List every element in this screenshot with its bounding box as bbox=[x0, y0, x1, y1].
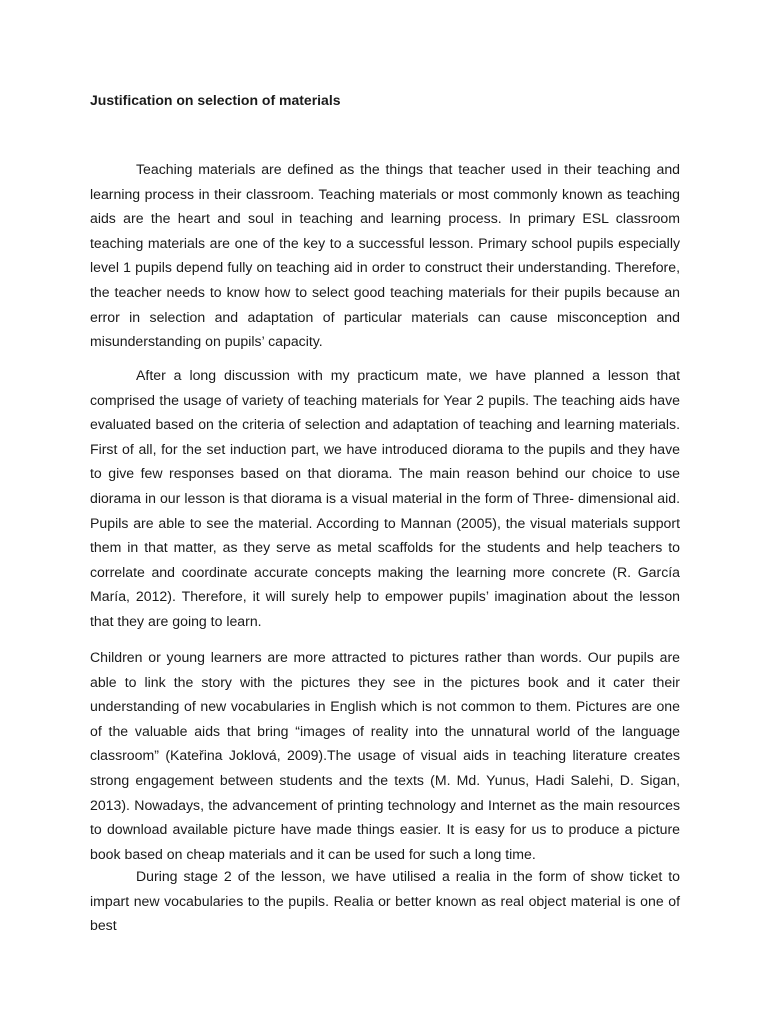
paragraph-realia: During stage 2 of the lesson, we have utilised a realia in the form of show ticket to impart new vocabularies to the pupils. Realia or better known as real object material is one of best bbox=[90, 868, 680, 934]
paragraph-lesson-planning: After a long discussion with my practicum mate, we have planned a lesson that comprised the usage of variety of teaching materials for Year 2 pupils. The teaching aids have evaluated based on the criteria of selection and adaptation of teaching and learning materials. First of all, for the set induction part, we have introduced diorama to the pupils and they have to give few responses based on that diorama. The main reason behind our choice to use diorama in our lesson is that diorama is a visual material in the form of Three- dimensional aid. Pupils are able to see the material. According to Mannan (2005), the visual materials support them in that matter, as they serve as metal scaffolds for the students and help teachers to correlate and coordinate accurate concepts making the learning more concrete (R. García María, 2012). Therefore, it will surely help to empower pupils’ imagination about the lesson that they are going to learn. bbox=[90, 367, 680, 629]
paragraph-pictures: Children or young learners are more attracted to pictures rather than words. Our pupils are able to link the story with the pictures they see in the pictures book and it cater their understanding of new vocabularies in English which is not common to them. Pictures are one of the valuable aids that bring “images of reality into the unnatural world of the language classroom” (Kateřina Joklová, 2009).The usage of visual aids in teaching literature creates strong engagement between students and the texts (M. Md. Yunus, Hadi Salehi, D. Sigan, 2013). Nowadays, the advancement of printing technology and Internet as the main resources to download available picture have made things easier. It is easy for us to produce a picture book based on cheap materials and it can be used for such a long time. bbox=[90, 649, 680, 862]
paragraph-teaching-materials: Teaching materials are defined as the things that teacher used in their teaching and learning process in their classroom. Teaching materials or most commonly known as teaching aids are the heart and soul in teaching and learning process. In primary ESL classroom teaching materials are one of the key to a successful lesson. Primary school pupils especially level 1 pupils depend fully on teaching aid in order to construct their understanding. Therefore, the teacher needs to know how to select good teaching materials for their pupils because an error in selection and adaptation of particular materials can cause misconception and misunderstanding on pupils’ capacity. bbox=[90, 161, 680, 350]
document-heading: Justification on selection of materials bbox=[90, 92, 341, 108]
